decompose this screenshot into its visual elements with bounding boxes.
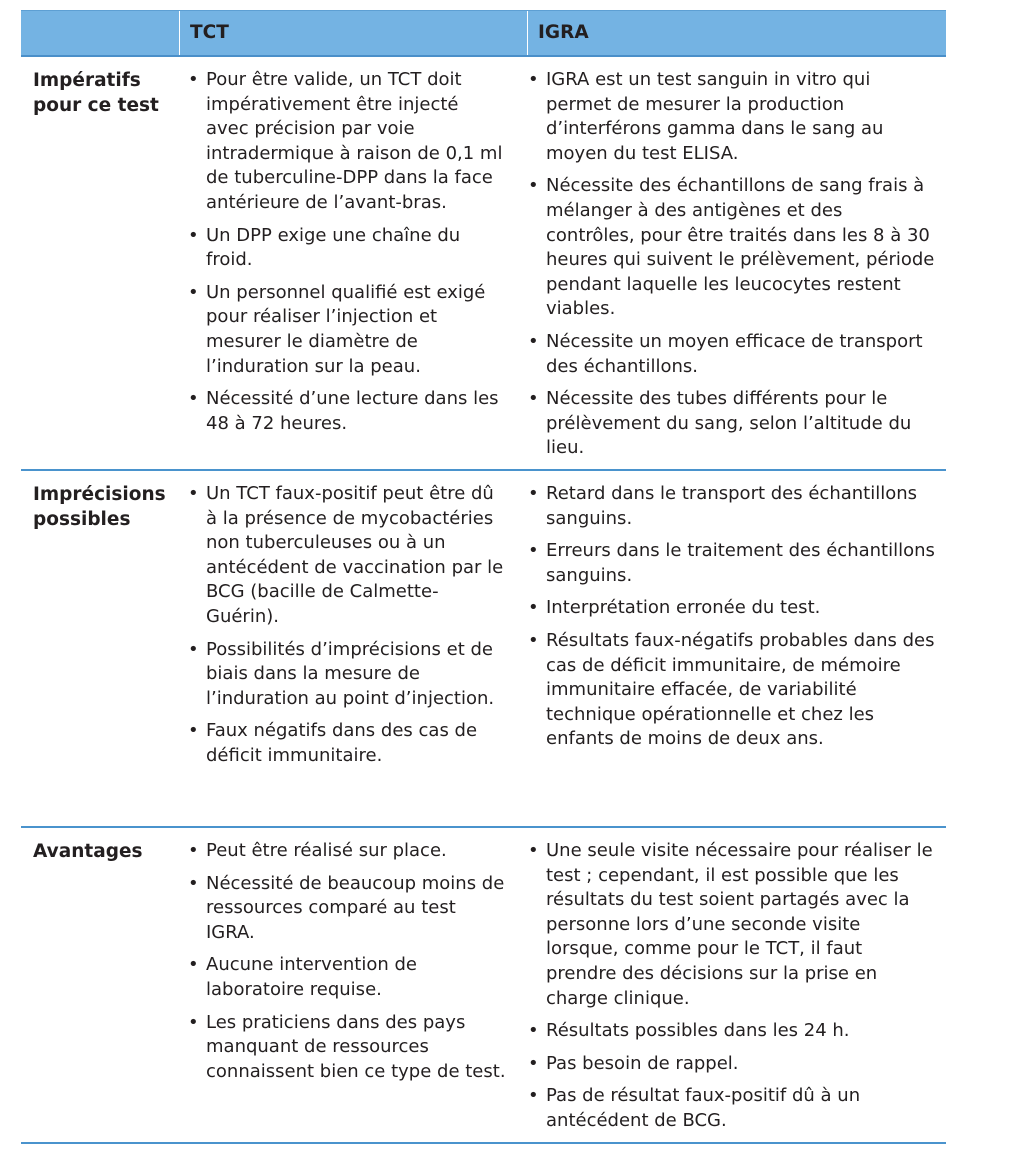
- igra-list: [528, 68, 936, 469]
- table-header: [21, 10, 946, 57]
- list-item: • IGRA est un test sanguin in vitro qui permet de mesurer la production d’interférons gamma dans le sang au moyen du test ELISA.: [528, 68, 936, 166]
- list-item: • Une seule visite nécessaire pour réaliser le test ; cependant, il est possible que les résultats du test soient partagés avec la personne lors d’une seconde visite lorsque, comme pour le TCT, il faut prendre des décisions sur la prise en charge clinique.: [528, 839, 936, 1011]
- header-igra: IGRA: [538, 22, 589, 43]
- list-item: • Nécessité d’une lecture dans les 48 à 72 heures.: [188, 387, 506, 436]
- row-imprecisions: [21, 471, 946, 828]
- row-label: Imprécisions possibles: [33, 484, 166, 530]
- tct-list: [188, 482, 506, 777]
- tct-list: [188, 68, 506, 444]
- tct-list: [188, 839, 506, 1092]
- row-avantages: [21, 828, 946, 1144]
- list-item: • Peut être réalisé sur place.: [188, 839, 506, 864]
- list-item: • Un personnel qualifié est exigé pour réaliser l’injection et mesurer le diamètre de l’induration sur la peau.: [188, 281, 506, 379]
- row-imperatifs: [21, 57, 946, 471]
- list-item: • Interprétation erronée du test.: [528, 596, 936, 621]
- list-item: • Retard dans le transport des échantillons sanguins.: [528, 482, 936, 531]
- list-item: • Faux négatifs dans des cas de déficit immunitaire.: [188, 719, 506, 768]
- row-label: Avantages: [33, 841, 143, 862]
- list-item: • Possibilités d’imprécisions et de biais dans la mesure de l’induration au point d’injection.: [188, 638, 506, 712]
- list-item: • Nécessite un moyen efficace de transport des échantillons.: [528, 330, 936, 379]
- list-item: • Aucune intervention de laboratoire requise.: [188, 953, 506, 1002]
- list-item: • Pas de résultat faux-positif dû à un antécédent de BCG.: [528, 1084, 936, 1133]
- list-item: • Pas besoin de rappel.: [528, 1052, 936, 1077]
- igra-list: [528, 839, 936, 1142]
- header-tct: TCT: [180, 11, 528, 55]
- list-item: • Nécessite des échantillons de sang frais à mélanger à des antigènes et des contrôles, pour être traités dans les 8 à 30 heures qui suivent le prélèvement, période pendant laquelle les leucocytes restent viables.: [528, 174, 936, 322]
- list-item: • Résultats possibles dans les 24 h.: [528, 1019, 936, 1044]
- list-item: • Nécessité de beaucoup moins de ressources comparé au test IGRA.: [188, 872, 506, 946]
- header-empty-cell: [21, 11, 180, 55]
- list-item: • Nécessite des tubes différents pour le prélèvement du sang, selon l’altitude du lieu.: [528, 387, 936, 461]
- list-item: • Un TCT faux-positif peut être dû à la présence de mycobactéries non tuberculeuses ou à un antécédent de vaccination par le BCG (bacille de Calmette-Guérin).: [188, 482, 506, 630]
- list-item: • Erreurs dans le traitement des échantillons sanguins.: [528, 539, 936, 588]
- list-item: • Résultats faux-négatifs probables dans des cas de déficit immunitaire, de mémoire immunitaire effacée, de variabilité technique opérationnelle et chez les enfants de moins de deux ans.: [528, 629, 936, 752]
- list-item: • Les praticiens dans des pays manquant de ressources connaissent bien ce type de test.: [188, 1011, 506, 1085]
- list-item: • Pour être valide, un TCT doit impérativement être injecté avec précision par voie intradermique à raison de 0,1 ml de tuberculine-DPP dans la face antérieure de l’avant-bras.: [188, 68, 506, 216]
- row-label: Impératifs pour ce test: [33, 70, 159, 116]
- igra-list: [528, 482, 936, 760]
- comparison-table: [21, 10, 946, 1144]
- list-item: • Un DPP exige une chaîne du froid.: [188, 224, 506, 273]
